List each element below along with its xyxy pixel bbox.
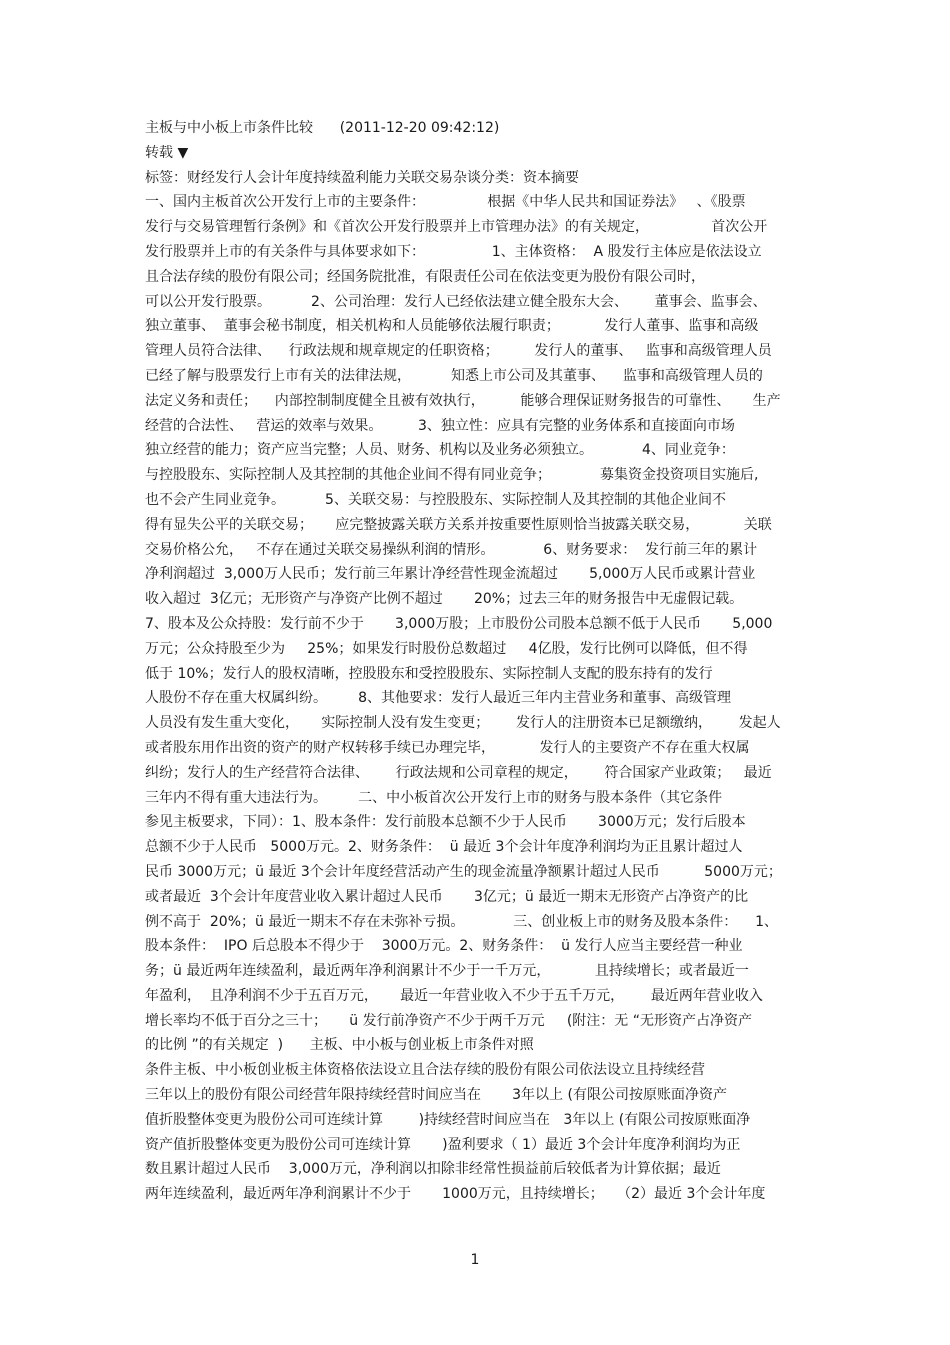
text-line: 收入超过 3亿元；无形资产与净资产比例不超过 20%；过去三年的财务报告中无虚假记载。 [145,591,744,608]
text-line: 与控股股东、实际控制人及其控制的其他企业间不得有同业竞争； 募集资金投资项目实施后, [145,467,759,484]
text-line: 主板与中小板上市条件比较 (2011-12-20 09:42:12) [145,120,500,136]
text-line: 得有显失公平的关联交易； 应完整披露关联方关系并按重要性原则恰当披露关联交易， 关联 [145,516,772,533]
text-line: 民币 3000万元；ü 最近 3个会计年度经营活动产生的现金流量净额累计超过人民币 5000万元； [145,863,782,880]
text-line: 已经了解与股票发行上市有关的法律法规， 知悉上市公司及其董事、 监事和高级管理人员的 [145,367,763,384]
text-line: 独立经营的能力；资产应当完整；人员、财务、机构以及业务必须独立。 4、同业竞争： [145,442,735,459]
text-line: 三年内不得有重大违法行为。 二、中小板首次公开发行上市的财务与股本条件（其它条件 [145,789,723,806]
text-line: 两年连续盈利，最近两年净利润累计不少于 1000万元，且持续增长； （2）最近 3个会计年度 [145,1186,766,1203]
page-number: 1 [470,1252,480,1268]
text-line: 经营的合法性、 营运的效率与效果。 3、独立性：应具有完整的业务体系和直接面向市场 [145,417,735,434]
text-line: 数且累计超过人民币 3,000万元，净利润以扣除非经常性损益前后较低者为计算依据；最近 [145,1161,721,1178]
text-line: 值折股整体变更为股份公司可连续计算 )持续经营时间应当在 3年以上 (有限公司按原账面净 [145,1111,751,1128]
text-line: 股本条件： IPO 后总股本不得少于 3000万元。2、财务条件： ü 发行人应当主要经营一种业 [145,938,743,955]
text-line: 纠纷；发行人的生产经营符合法律、 行政法规和公司章程的规定， 符合国家产业政策； 最近 [145,764,772,781]
text-line: 增长率均不低于百分之三十； ü 发行前净资产不少于两千万元 (附注：无 “无形资产占净资产 [145,1012,752,1029]
text-line: 标签：财经发行人会计年度持续盈利能力关联交易杂谈分类：资本摘要 [145,169,579,186]
document-body [145,116,815,1207]
text-line: 或者股东用作出资的资产的财产权转移手续已办理完毕， 发行人的主要资产不存在重大权属 [145,739,750,756]
text-line: 例不高于 20%；ü 最近一期末不存在未弥补亏损。 三、创业板上市的财务及股本条件： 1、 [145,913,778,930]
text-line: 低于 10%；发行人的股权清晰，控股股东和受控股股东、实际控制人支配的股东持有的发行 [145,665,713,682]
text-line: 净利润超过 3,000万人民币；发行前三年累计净经营性现金流超过 5,000万人民币或累计营业 [145,566,756,583]
text-line: 务；ü 最近两年连续盈利，最近两年净利润累计不少于一千万元， 且持续增长；或者最近一 [145,963,749,980]
text-line: 7、股本及公众持股：发行前不少于 3,000万股；上市股份公司股本总额不低于人民币 5,000 [145,615,773,632]
text-line: 或者最近 3个会计年度营业收入累计超过人民币 3亿元；ü 最近一期末无形资产占净资产的比 [145,888,749,905]
text-line: 资产值折股整体变更为股份公司可连续计算 )盈利要求（ 1）最近 3个会计年度净利润均为正 [145,1136,741,1153]
text-line: 参见主板要求，下同）：1、股本条件：发行前股本总额不少于人民币 3000万元；发行后股本 [145,814,746,831]
text-line: 条件主板、中小板创业板主体资格依法设立且合法存续的股份有限公司依法设立且持续经营 [145,1062,705,1079]
text-line: 法定义务和责任； 内部控制制度健全且被有效执行， 能够合理保证财务报告的可靠性、 生产 [145,392,781,409]
text-line: 也不会产生同业竞争。 5、关联交易：与控股股东、实际控制人及其控制的其他企业间不 [145,491,726,508]
text-line: 万元；公众持股至少为 25%；如果发行时股份总数超过 4亿股，发行比例可以降低，但不得 [145,640,748,657]
text-line: 发行股票并上市的有关条件与具体要求如下： 1、主体资格： A 股发行主体应是依法设立 [145,243,762,260]
text-line: 可以公开发行股票。 2、公司治理：发行人已经依法建立健全股东大会、 董事会、监事会、 [145,293,767,310]
text-line: 交易价格公允， 不存在通过关联交易操纵利润的情形。 6、财务要求： 发行前三年的累计 [145,541,758,558]
text-line: 发行与交易管理暂行条例》和《首次公开发行股票并上市管理办法》的有关规定， 首次公开 [145,219,768,236]
text-line: 一、国内主板首次公开发行上市的主要条件： 根据《中华人民共和国证券法》 、《股票 [145,194,746,211]
text-line: 转载 ▼ [145,144,189,161]
text-line: 三年以上的股份有限公司经营年限持续经营时间应当在 3年以上 (有限公司按原账面净资产 [145,1087,727,1104]
text-line: 且合法存续的股份有限公司；经国务院批准，有限责任公司在依法变更为股份有限公司时， [145,268,705,285]
text-line: 年盈利， 且净利润不少于五百万元， 最近一年营业收入不少于五千万元， 最近两年营业收入 [145,987,763,1004]
text-line: 管理人员符合法律、 行政法规和规章规定的任职资格； 发行人的董事、 监事和高级管理人员 [145,343,772,360]
text-line: 独立董事、 董事会秘书制度，相关机构和人员能够依法履行职责； 发行人董事、监事和高级 [145,318,759,335]
text-line: 人股份不存在重大权属纠纷。 8、其他要求：发行人最近三年内主营业务和董事、高级管理 [145,690,732,707]
text-line: 的比例 ”的有关规定 ) 主板、中小板与创业板上市条件对照 [145,1037,534,1054]
text-line: 总额不少于人民币 5000万元。2、财务条件： ü 最近 3个会计年度净利润均为正且累计超过人 [145,839,743,856]
text-line: 人员没有发生重大变化， 实际控制人没有发生变更； 发行人的注册资本已足额缴纳， 发起人 [145,715,781,732]
